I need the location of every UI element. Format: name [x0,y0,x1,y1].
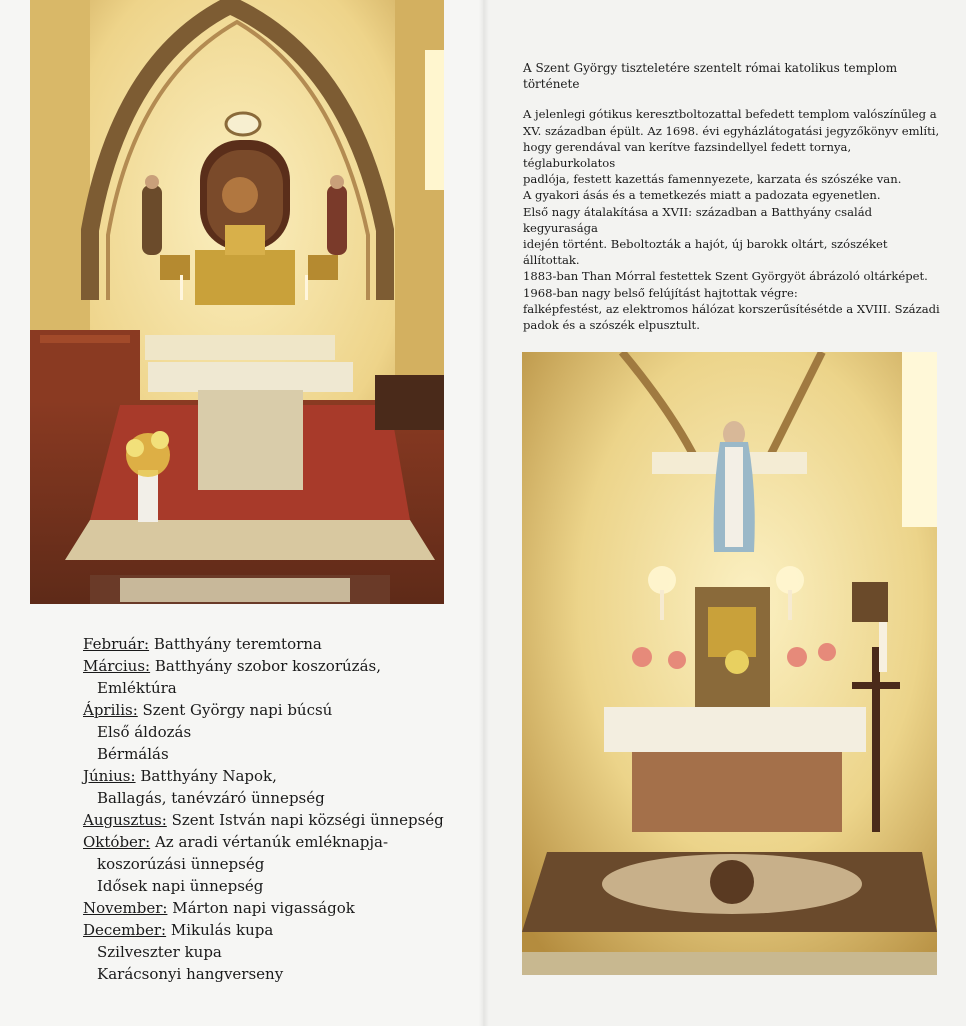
month-label: December: [83,921,167,939]
event-text: Mikulás kupa [170,921,274,939]
history-line: hogy gerendával van kerítve fazsindellyel fedett tornya, téglaburkolatos [523,139,852,171]
history-title: A Szent György tiszteletére szentelt római katolikus templom története [523,61,898,92]
history-line: A gyakori ásás és a temetkezés miatt a padozata egyenetlen. [523,188,881,203]
calendar-row-november [83,897,473,919]
page-fold [479,0,489,1026]
event-text: Az aradi vértanúk emléknapja- [154,833,389,851]
mary-altar-illustration [522,352,937,975]
event-text: Batthyány teremtorna [153,635,322,653]
history-line: idején történt. Beboltozták a hajót, új barokk oltárt, szószéket állítottak. [523,237,888,268]
calendar-row-junius [83,765,473,787]
history-line: padlója, festett kazettás famennyezete, karzata és szószéke van. [523,172,902,187]
event-text: Idősek napi ünnepség [97,877,264,895]
history-line: XV. században épült. Az 1698. évi egyházlátogatási jegyzőkönyv említi, [523,123,940,138]
event-text: Bérmálás [97,745,169,763]
calendar-row-augusztus [83,809,473,831]
calendar-row-december [83,919,473,941]
church-interior-photo [30,0,444,604]
event-text: Emléktúra [97,679,177,697]
event-text: Batthyány Napok, [140,767,277,785]
history-line: Első nagy átalakítása a XVII: században a Batthyány család kegyurasága [523,204,873,235]
event-text: Első áldozás [97,723,192,741]
event-text: Szent István napi községi ünnepség [171,811,444,829]
month-label: Június: [83,767,136,785]
month-label: November: [83,899,168,917]
event-text: Karácsonyi hangverseny [97,965,284,983]
event-text: koszorúzási ünnepség [97,855,265,873]
history-line: 1883-ban Than Mórral festettek Szent Györgyöt ábrázoló oltárképet. [523,269,928,284]
month-label: Április: [83,701,138,719]
calendar-row-aprilis [83,699,473,721]
history-line: A jelenlegi gótikus keresztboltozattal befedett templom valószínűleg a [523,107,937,122]
calendar-row-oktober [83,831,473,853]
history-line: 1968-ban nagy belső felújítást hajtottak végre: [523,285,798,300]
church-interior-illustration [30,0,444,604]
event-text: Batthyány szobor koszorúzás, [154,657,381,675]
month-label: Február: [83,635,150,653]
history-line: falképfestést, az elektromos hálózat korszerűsítésétde a XVIII. Századi [523,301,940,316]
month-label: Október: [83,833,151,851]
event-text: Márton napi vigasságok [172,899,355,917]
history-line: padok és a szószék elpusztult. [523,318,700,333]
calendar-row-februar [83,633,473,655]
month-label: Augusztus: [83,811,167,829]
calendar-row-marcius [83,655,473,677]
events-calendar [83,633,473,985]
event-text: Szilveszter kupa [97,943,222,961]
church-history [523,60,943,333]
mary-altar-photo [522,352,937,975]
event-text: Szent György napi búcsú [142,701,333,719]
month-label: Március: [83,657,151,675]
event-text: Ballagás, tanévzáró ünnepség [97,789,325,807]
